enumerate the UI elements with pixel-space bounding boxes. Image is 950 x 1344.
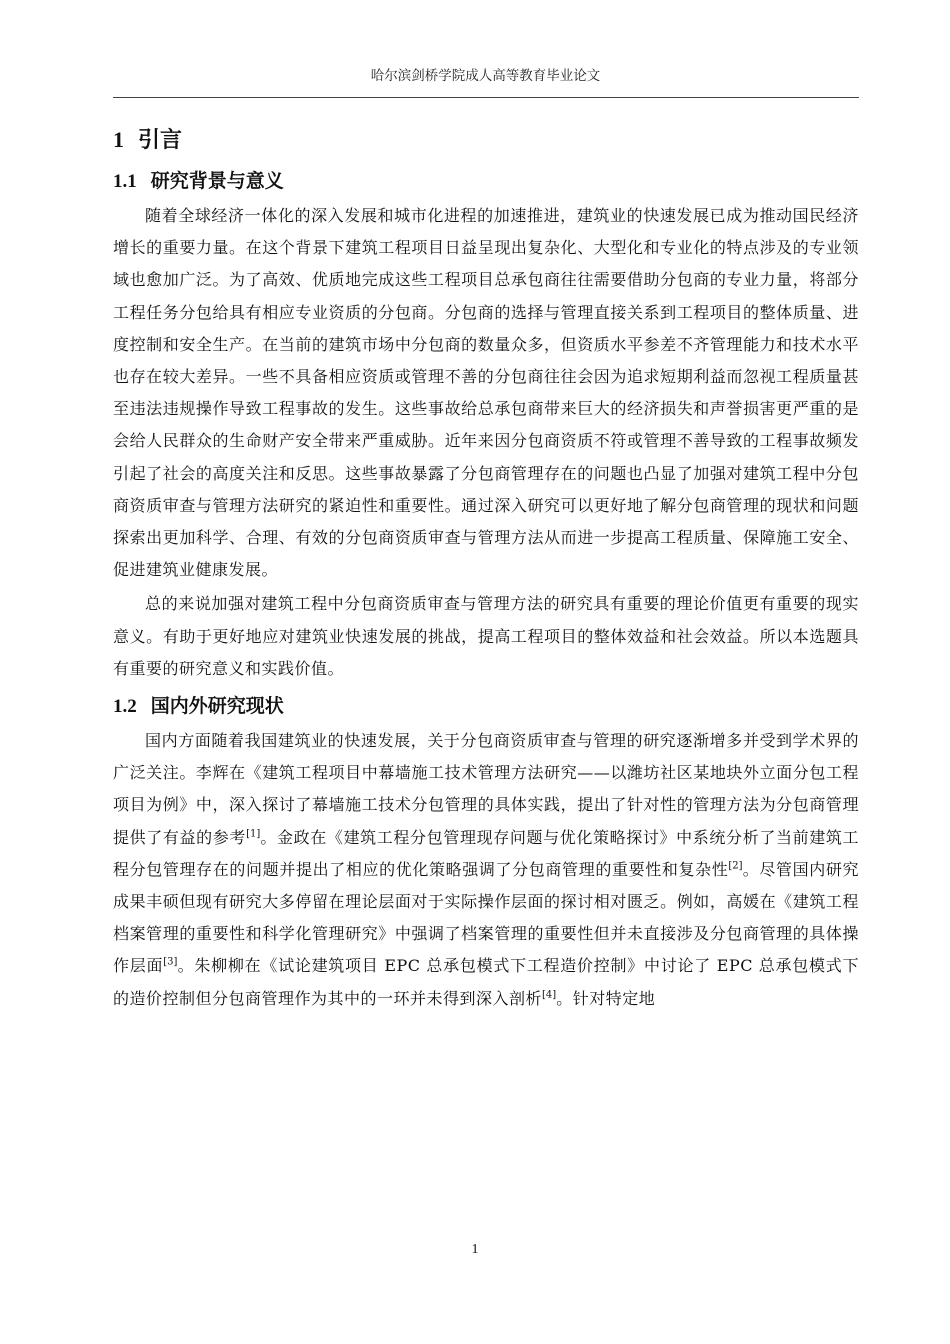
chapter-heading <box>113 118 859 162</box>
section-number: 1.2 <box>113 696 137 718</box>
page-number: 1 <box>471 1242 479 1257</box>
paragraph-text: 。尽管国内研究成果丰硕但现有研究大多停留在理论层面对于实际操作层面的探讨相对匮乏。例如，高媛在《建筑工程档案管理的重要性和科学化管理研究》中强调了档案管理的重要性但并未直接涉及分包商管理的具体操作层面 <box>113 859 859 976</box>
paragraph-domestic-research <box>113 725 859 1015</box>
header-rule <box>113 97 859 98</box>
citation-ref: [3] <box>163 957 178 969</box>
chapter-number: 1 <box>113 127 124 152</box>
citation-ref: [1] <box>246 828 261 840</box>
section-number: 1.1 <box>113 171 137 192</box>
section-heading-1-1 <box>113 162 859 200</box>
section-heading-1-2 <box>113 687 859 725</box>
paragraph-text: 国内方面随着我国建筑业的快速发展，关于分包商资质审查与管理的研究逐渐增多并受到学术界的广泛关注。李辉在《建筑工程项目中幕墙施工技术管理方法研究——以潍坊社区某地块外立面分包工程项目为例》中，深入探讨了幕墙施工技术分包管理的具体实践，提出了针对性的管理方法为分包商管理提供了有益的参考 <box>113 731 859 847</box>
paragraph-background: 随着全球经济一体化的深入发展和城市化进程的加速推进，建筑业的快速发展已成为推动国民经济增长的重要力量。在这个背景下建筑工程项目日益呈现出复杂化、大型化和专业化的特点涉及的专业领域也愈加广泛。为了高效、优质地完成这些工程项目总承包商往往需要借助分包商的专业力量，将部分工程任务分包给具有相应专业资质的分包商。分包商的选择与管理直接关系到工程项目的整体质量、进度控制和安全生产。在当前的建筑市场中分包商的数量众多，但资质水平参差不齐管理能力和技术水平也存在较大差异。一些不具备相应资质或管理不善的分包商往往会因为追求短期利益而忽视工程质量甚至违法违规操作导致工程事故的发生。这些事故给总承包商带来巨大的经济损失和声誉损害更严重的是会给人民群众的生命财产安全带来严重威胁。近年来因分包商资质不符或管理不善导致的工程事故频发引起了社会的高度关注和反思。这些事故暴露了分包商管理存在的问题也凸显了加强对建筑工程中分包商资质审查与管理方法研究的紧迫性和重要性。通过深入研究可以更好地了解分包商管理的现状和问题探索出更加科学、合理、有效的分包商资质审查与管理方法从而进一步提高工程质量、保障施工安全、促进建筑业健康发展。 <box>113 206 859 580</box>
chapter-title: 引言 <box>138 128 183 153</box>
section-title: 研究背景与意义 <box>150 170 284 192</box>
section-title: 国内外研究现状 <box>150 695 284 718</box>
page-body <box>113 118 859 1017</box>
citation-ref: [4] <box>542 989 557 1001</box>
paragraph-text: 。针对特定地 <box>556 988 656 1008</box>
paragraph-significance: 总的来说加强对建筑工程中分包商资质审查与管理方法的研究具有重要的理论价值更有重要的现实意义。有助于更好地应对建筑业快速发展的挑战，提高工程项目的整体效益和社会效益。所以本选题具有重要的研究意义和实践价值。 <box>113 594 859 678</box>
citation-ref: [2] <box>728 860 743 872</box>
running-header: 哈尔滨剑桥学院成人高等教育毕业论文 <box>370 68 601 84</box>
paragraph-text: 。朱柳柳在《试论建筑项目 EPC 总承包模式下工程造价控制》中讨论了 EPC 总承包模式下的造价控制但分包商管理作为其中的一环并未得到深入剖析 <box>113 956 859 1008</box>
paragraph-text: 。金政在《建筑工程分包管理现存问题与优化策略探讨》中系统分析了当前建筑工程分包管理存在的问题并提出了相应的优化策略强调了分包商管理的重要性和复杂性 <box>113 827 859 879</box>
